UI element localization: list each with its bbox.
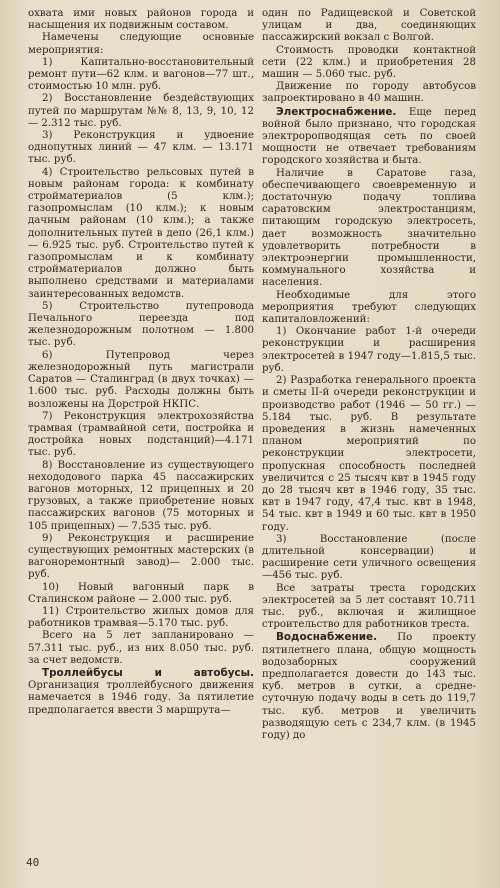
left-column [28, 8, 254, 717]
paragraph [262, 8, 476, 45]
paragraph-text: 2) Разработка генерального проекта и сметы II-й очереди реконструкции и производство работ (1946 — 50 гг.) — 5.184 тыс. руб. В результате проведения в жизнь намеченных планом мероприятий по реконструкции электросети, пропускная способность последней увеличится с 25 тысяч квт в 1945 году до 28 тысяч квт в 1946 году, 35 тыс. квт в 1947 году, 47,4 тыс. квт в 1948, 54 тыс. квт в 1949 и 60 тыс. квт в 1950 году. [262, 375, 476, 533]
paragraph [28, 167, 254, 301]
paragraph [28, 130, 254, 167]
paragraph-text: 10) Новый вагонный парк в Сталинском районе — 2.000 тыс. руб. [28, 581, 254, 605]
paragraph [28, 93, 254, 130]
paragraph [262, 534, 476, 583]
paragraph [262, 106, 476, 168]
paragraph-text: Организация троллейбусного движения намечается в 1946 году. За пятилетие предполагается ввести 3 маршрута— [28, 680, 254, 716]
paragraph-text: 3) Восстановление (после длительной консервации) и расширение сети уличного освещения—456 тыс. руб. [262, 533, 476, 582]
paragraph [28, 57, 254, 94]
paragraph [28, 301, 254, 350]
paragraph-text: Все затраты треста городских электросетей за 5 лет составят 10.711 тыс. руб., включая и жилищное строительство для работников треста. [262, 582, 476, 631]
paragraph [28, 32, 254, 56]
paragraph-text: один по Радищевской и Советской улицам и два, соединяющих пассажирский вокзал с Волгой. [262, 8, 476, 44]
section-heading: Электроснабжение. [276, 105, 397, 118]
paragraph [262, 168, 476, 290]
paragraph [262, 290, 476, 327]
paragraph-text: 7) Реконструкция электрохозяйства трамвая (трамвайной сети, постройка и достройка новых подстанций)—4.171 тыс. руб. [28, 410, 254, 459]
paragraph [28, 582, 254, 606]
paragraph-text: Еще перед войной было признано, что городская электроропводящая сеть по своей мощности не отвечает требованиям городского хозяйства и быта. [262, 106, 476, 167]
paragraph-text: 3) Реконструкция и удвоение однопутных линий — 47 клм. — 13.171 тыс. руб. [28, 130, 254, 166]
paragraph-text: Намечены следующие основные мероприятия: [28, 32, 254, 56]
paragraph-text: 2) Восстановление бездействующих путей по маршрутам №№ 8, 13, 9, 10, 12 — 2.312 тыс. руб. [28, 93, 254, 129]
paragraph [262, 583, 476, 632]
paragraph-text: охвата ими новых районов города и насыщения их подвижным составом. [28, 8, 254, 32]
paragraph [28, 8, 254, 32]
paragraph-text: 8) Восстановление из существующего нехододового парка 45 пассажирских вагонов моторных, 12 прицепных и 20 грузовых, а также приобретение новых пассажирских вагонов (75 моторных и 105 прицепных) — 7.535 тыс. руб. [28, 459, 254, 532]
paragraph [28, 460, 254, 533]
paragraph [262, 326, 476, 375]
right-column [262, 8, 476, 742]
paragraph-text: Стоимость проводки контактной сети (22 клм.) и приобретения 28 машин — 5.060 тыс. руб. [262, 44, 476, 81]
paragraph [28, 411, 254, 460]
paragraph-text: 6) Путепровод через железнодорожный путь магистрали Саратов — Сталинград (в двух точках) — 1.600 тыс. руб. Расходы должны быть возложены на Дорстрой НКПС. [28, 349, 254, 410]
paragraph [28, 667, 254, 717]
paragraph [262, 81, 476, 105]
paragraph-text: 1) Капитально-восстановительный ремонт пути—62 клм. и вагонов—77 шт., стоимостью 10 млн. руб. [28, 56, 254, 93]
section-heading: Троллейбусы и автобусы. [42, 666, 254, 679]
paragraph [28, 606, 254, 630]
paragraph-text: 5) Строительство путепровода Печального переезда под железнодорожным полотном — 1.800 тыс. руб. [28, 300, 254, 349]
paragraph-text: Наличие в Саратове газа, обеспечивающего своевременную и достаточную подачу топлива саратовским электростанциям, питающим городскую электросеть, дает возможность значительно удовлетворить потребности в электроэнергии промышленности, коммунального хозяйства и населения. [262, 167, 476, 289]
paragraph-text: Необходимые для этого мероприятия требуют следующих капиталовложений: [262, 289, 476, 326]
paragraph-text: 9) Реконструкция и расширение существующих ремонтных мастерских (в вагоноремонтный завод)— 2.000 тыс. руб. [28, 532, 254, 581]
paragraph-text: Всего на 5 лет запланировано — 57.311 тыс. руб., из них 8.050 тыс. руб. за счет ведомств. [28, 630, 254, 666]
section-heading: Водоснабжение. [276, 631, 378, 644]
paragraph [28, 533, 254, 582]
paragraph-text: По проекту пятилетнего плана, общую мощность водозаборных сооружений предполагается довести до 143 тыс. куб. метров в сутки, а средне-суточную подачу воды в сеть до 119,7 тыс. куб. метров и увеличить разводящую сеть с 234,7 клм. (в 1945 году) до [262, 632, 476, 741]
paragraph [28, 350, 254, 411]
paragraph-text: Движение по городу автобусов запроектировано в 40 машин. [262, 81, 476, 105]
paragraph [262, 375, 476, 534]
paragraph-text: 4) Строительство рельсовых путей в новым районам города: к комбинату стройматериалов (5 клм.); газопромыслам (10 клм.); к новым дачным районам (10 клм.); а также дополнительных путей в депо (26,1 клм.) — 6.925 тыс. руб. Строительство путей к газопромыслам и к комбинату стройматериалов должно быть выполнено средствами и материалами заинтересованных ведомств. [28, 166, 254, 300]
paragraph [262, 631, 476, 742]
paragraph-text: 1) Окончание работ 1-й очереди реконструкции и расширения электросетей в 1947 году—1.815,5 тыс. руб. [262, 326, 476, 374]
paragraph-text: 11) Строительство жилых домов для работников трамвая—5.170 тыс. руб. [28, 605, 254, 630]
page-number: 40 [26, 856, 40, 869]
paragraph [28, 630, 254, 667]
paragraph [262, 45, 476, 82]
